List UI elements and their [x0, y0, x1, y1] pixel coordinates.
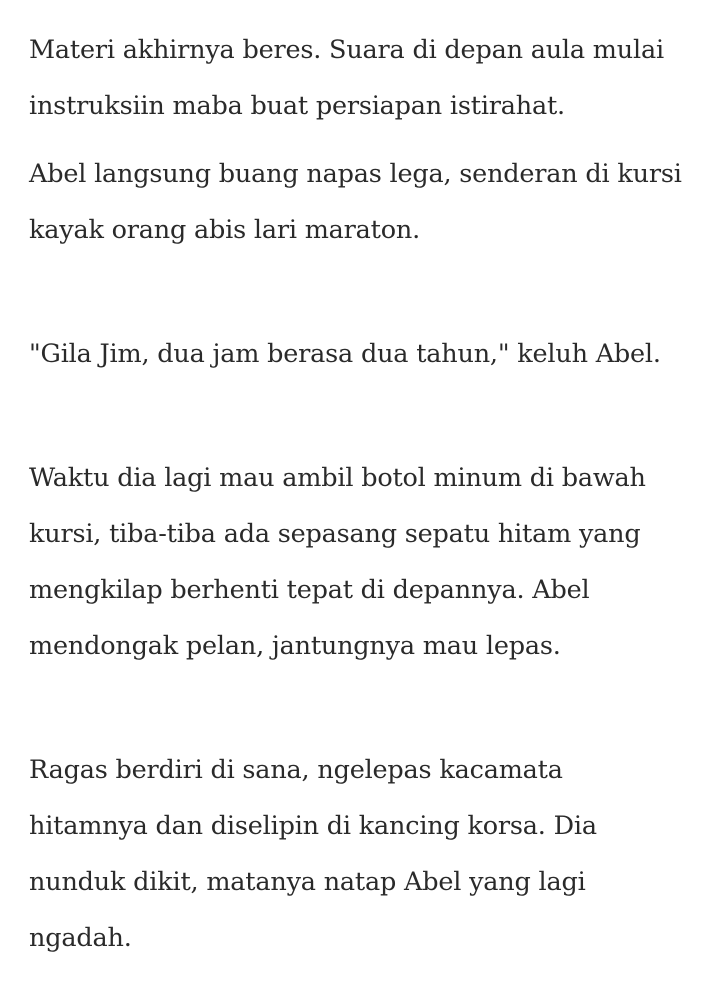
- paragraph-spacer: [29, 674, 699, 742]
- paragraph-2: Abel langsung buang napas lega, senderan di kursi kayak orang abis lari maraton.: [29, 159, 682, 245]
- paragraph-1: Materi akhirnya beres. Suara di depan aula mulai instruksiin maba buat persiapan istirahat.: [29, 35, 664, 121]
- paragraph-spacer: [29, 382, 699, 450]
- paragraph-spacer: [29, 134, 699, 146]
- story-text: [29, 22, 699, 966]
- paragraph-5: Ragas berdiri di sana, ngelepas kacamata hitamnya dan diselipin di kancing korsa. Dia nunduk dikit, matanya natap Abel yang lagi ngadah.: [29, 755, 597, 953]
- paragraph-4: Waktu dia lagi mau ambil botol minum di bawah kursi, tiba-tiba ada sepasang sepatu hitam yang mengkilap berhenti tepat di depannya. Abel mendongak pelan, jantungnya mau lepas.: [29, 463, 646, 661]
- paragraph-3: "Gila Jim, dua jam berasa dua tahun," keluh Abel.: [29, 339, 661, 369]
- paragraph-spacer: [29, 258, 699, 326]
